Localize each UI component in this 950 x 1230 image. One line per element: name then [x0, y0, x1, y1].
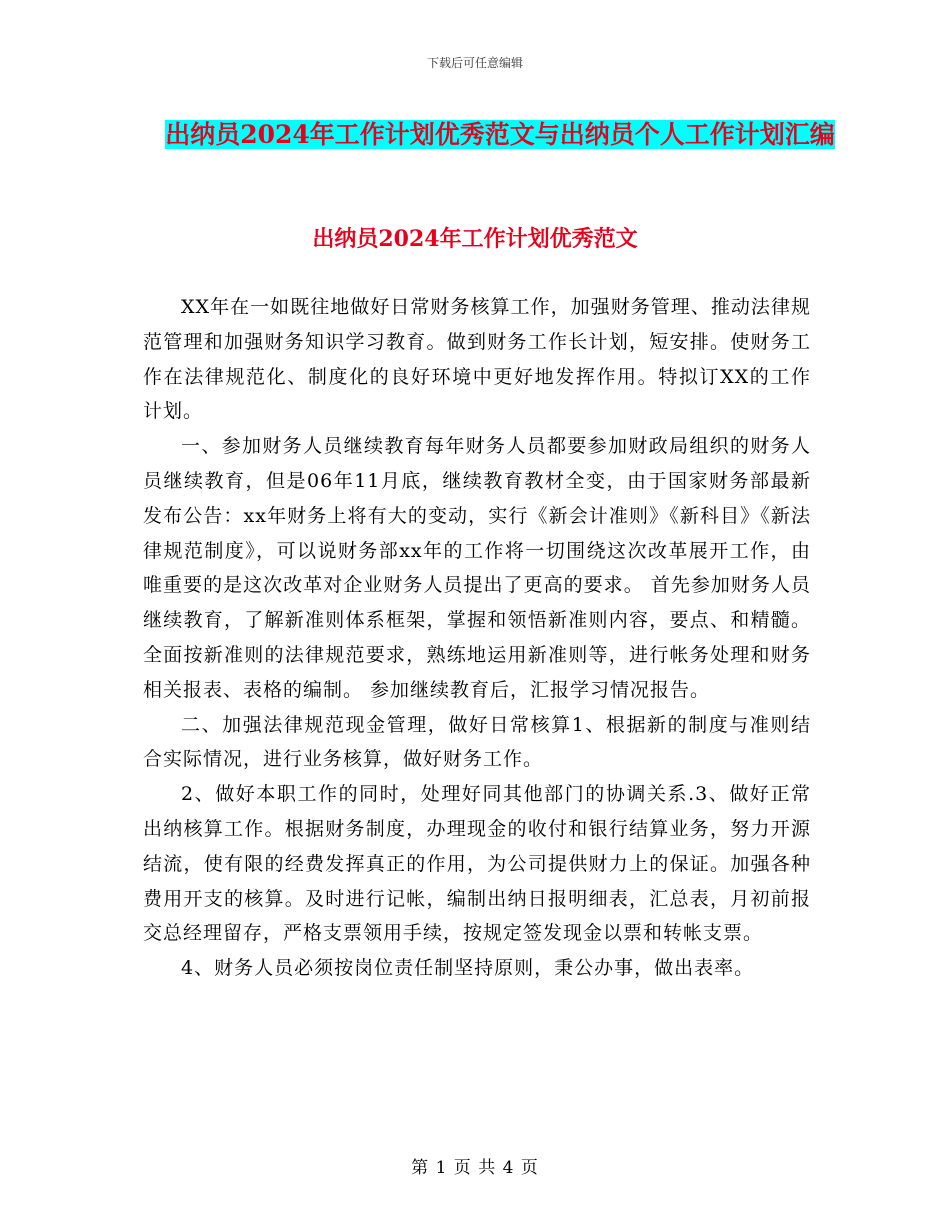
document-title: [140, 112, 860, 158]
paragraph: XX年在一如既往地做好日常财务核算工作，加强财务管理、推动法律规范管理和加强财务知识学习教育。做到财务工作长计划，短安排。使财务工作在法律规范化、制度化的良好环境中更好地发挥作用。特拟订XX的工作计划。: [143, 296, 811, 423]
paragraph: 二、加强法律规范现金管理，做好日常核算1、根据新的制度与准则结合实际情况，进行业务核算，做好财务工作。: [143, 713, 811, 771]
paragraph: 一、参加财务人员继续教育每年财务人员都要参加财政局组织的财务人员继续教育，但是06年11月底，继续教育教材全变，由于国家财务部最新发布公告：xx年财务上将有大的变动，实行《新会计准则》《新科目》《新法律规范制度》，可以说财务部xx年的工作将一切围绕这次改革展开工作，由唯重要的是这次改革对企业财务人员提出了更高的要求。 首先参加财务人员继续教育，了解新准则体系框架，掌握和领悟新准则内容，要点、和精髓。全面按新准则的法律规范要求，熟练地运用新准则等，进行帐务处理和财务相关报表、表格的编制。 参加继续教育后，汇报学习情况报告。: [143, 435, 811, 701]
document-title-text: 出纳员2024年工作计划优秀范文与出纳员个人工作计划汇编: [165, 120, 835, 149]
paragraph: 4、财务人员必须按岗位责任制坚持原则，秉公办事，做出表率。: [181, 957, 755, 980]
paragraph: 2、做好本职工作的同时，处理好同其他部门的协调关系.3、做好正常出纳核算工作。根据财务制度，办理现金的收付和银行结算业务，努力开源结流，使有限的经费发挥真正的作用，为公司提供财力上的保证。加强各种费用开支的核算。及时进行记帐，编制出纳日报明细表，汇总表，月初前报交总经理留存，严格支票领用手续，按规定签发现金以票和转帐支票。: [143, 783, 811, 945]
page-number-footer: 第 1 页 共 4 页: [411, 1158, 539, 1178]
section-title: 出纳员2024年工作计划优秀范文: [312, 226, 638, 252]
document-body: [143, 290, 811, 986]
header-note: 下载后可任意编辑: [426, 56, 523, 70]
